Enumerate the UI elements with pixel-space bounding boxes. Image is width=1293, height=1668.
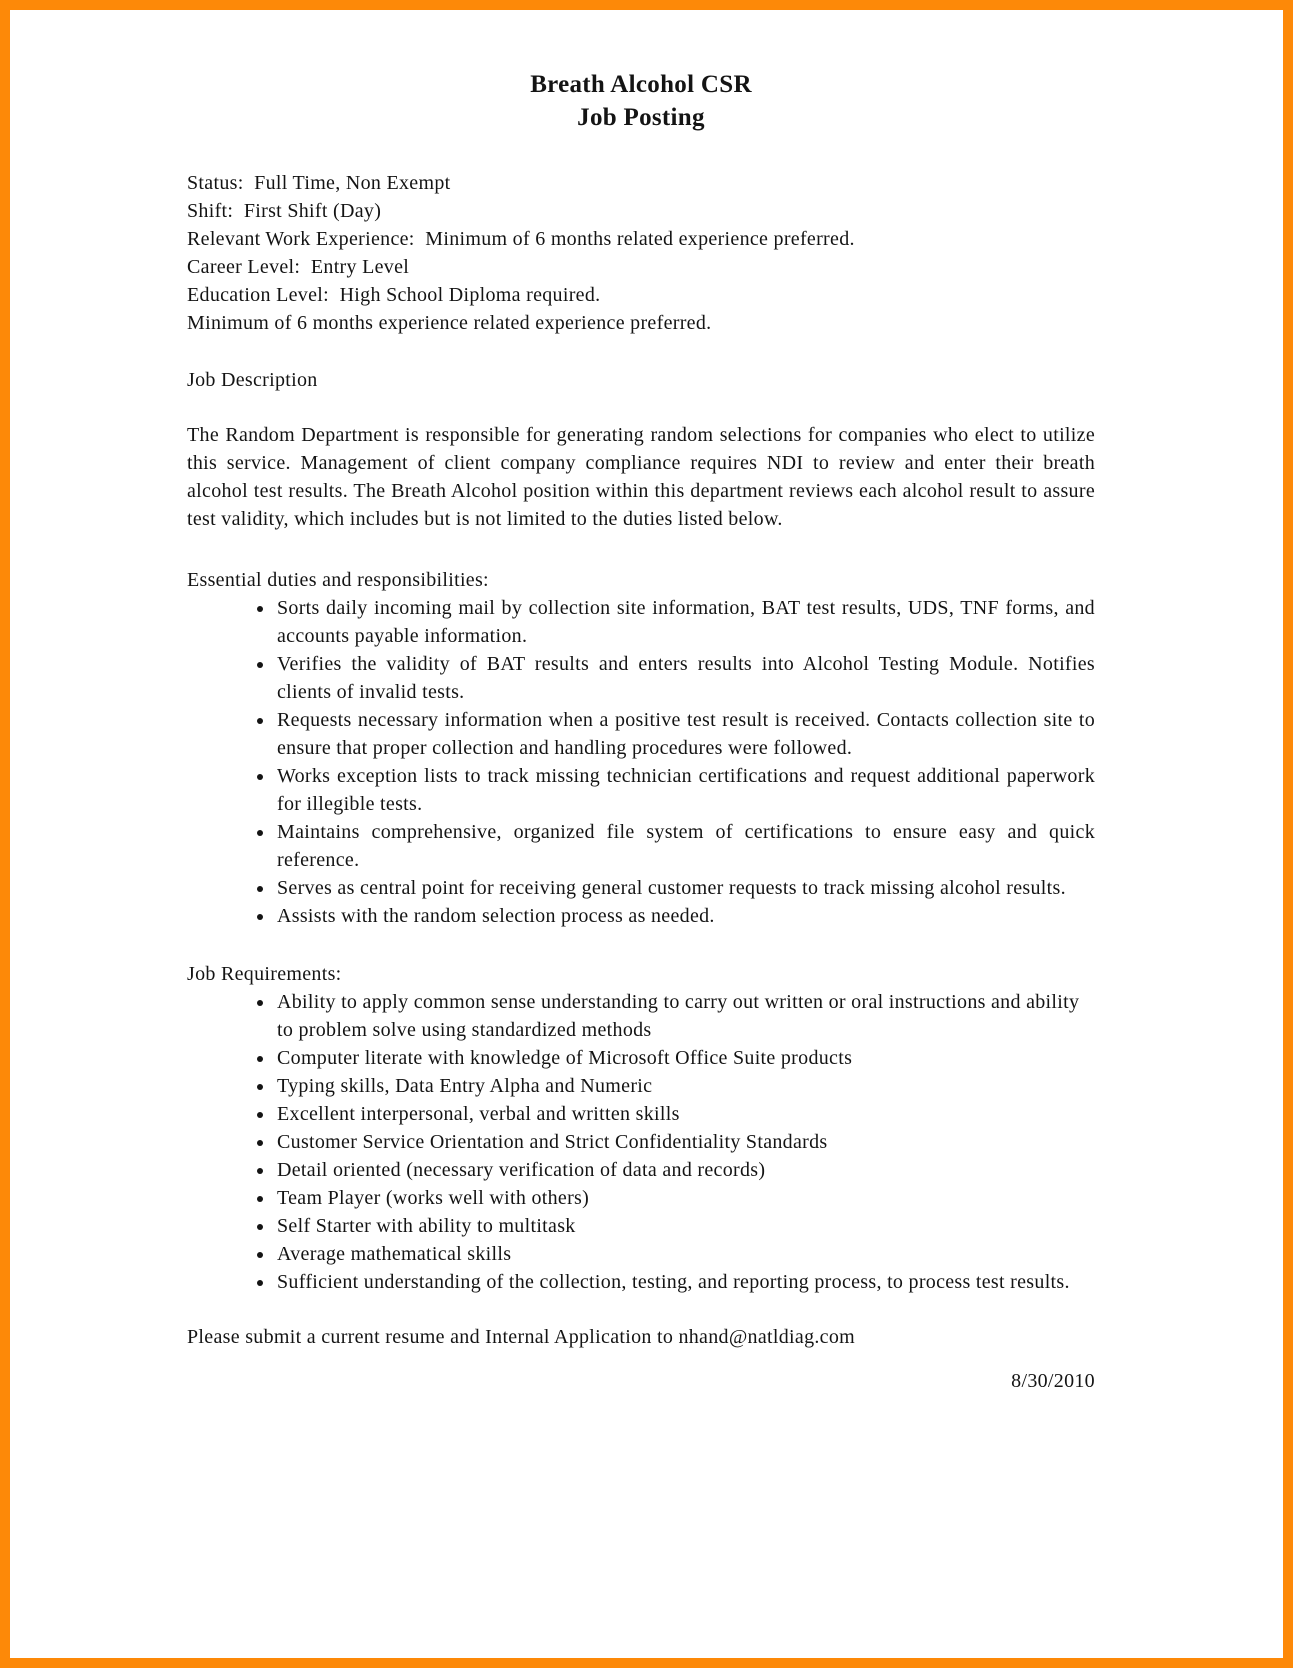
requirement-item-interpersonal-skills: • Excellent interpersonal, verbal and written skills: [275, 1100, 1095, 1128]
footer-date: 8/30/2010: [1011, 1370, 1095, 1392]
requirement-item-detail-oriented: • Detail oriented (necessary verification of data and records): [275, 1156, 1095, 1184]
job-description-paragraph: The Random Department is responsible for generating random selections for companies who elect to utilize this service. Management of client company compliance requires NDI to review and enter their breath alcohol test results. The Breath Alcohol position within this department reviews each alcohol result to assure test validity, which includes but is not limited to the duties listed below.: [187, 424, 1095, 530]
requirements-heading: Job Requirements:: [187, 963, 342, 985]
document-title-line2: Job Posting: [577, 104, 705, 131]
duty-item-verifies-bat: • Verifies the validity of BAT results and enters results into Alcohol Testing Module. Notifies clients of invalid tests.: [275, 650, 1095, 706]
duty-item-sorts-mail: • Sorts daily incoming mail by collection site information, BAT test results, UDS, TNF forms, and accounts payable information.: [275, 594, 1095, 650]
requirement-item-team-player: • Team Player (works well with others): [275, 1184, 1095, 1212]
job-description-section: [187, 366, 1095, 533]
duties-section: [187, 566, 1095, 930]
meta-line-career-level: Career Level: Entry Level: [187, 256, 410, 278]
requirement-item-typing-skills: • Typing skills, Data Entry Alpha and Numeric: [275, 1072, 1095, 1100]
document-title: [187, 68, 1095, 134]
document-title-line1: Breath Alcohol CSR: [530, 71, 752, 98]
duty-item-maintains-file-system: • Maintains comprehensive, organized file system of certifications to ensure easy and quick reference.: [275, 818, 1095, 874]
closing-line: Please submit a current resume and Internal Application to nhand@natldiag.com: [187, 1326, 856, 1348]
job-description-heading: Job Description: [187, 369, 318, 391]
duties-list: [187, 594, 1095, 930]
job-meta-block: [187, 169, 1095, 337]
duty-item-serves-central-point: • Serves as central point for receiving general customer requests to track missing alcohol results.: [275, 874, 1095, 902]
requirement-item-process-understanding: • Sufficient understanding of the collection, testing, and reporting process, to process test results.: [275, 1268, 1095, 1296]
requirement-item-common-sense: • Ability to apply common sense understanding to carry out written or oral instructions and ability to problem solve using standardized methods: [275, 988, 1095, 1044]
job-posting-document: [10, 10, 1283, 1658]
requirement-item-customer-service: • Customer Service Orientation and Strict Confidentiality Standards: [275, 1128, 1095, 1156]
requirement-item-computer-literate: • Computer literate with knowledge of Microsoft Office Suite products: [275, 1044, 1095, 1072]
duties-heading: Essential duties and responsibilities:: [187, 569, 489, 591]
meta-line-relevant-experience: Relevant Work Experience: Minimum of 6 months related experience preferred.: [187, 228, 855, 250]
meta-line-status: Status: Full Time, Non Exempt: [187, 172, 451, 194]
requirements-section: [187, 960, 1095, 1296]
duty-item-requests-information: • Requests necessary information when a positive test result is received. Contacts collection site to ensure that proper collection and handling procedures were followed.: [275, 706, 1095, 762]
requirement-item-self-starter: • Self Starter with ability to multitask: [275, 1212, 1095, 1240]
duty-item-assists-random-selection: • Assists with the random selection process as needed.: [275, 902, 1095, 930]
duty-item-works-exception-lists: • Works exception lists to track missing technician certifications and request additional paperwork for illegible tests.: [275, 762, 1095, 818]
meta-line-shift: Shift: First Shift (Day): [187, 200, 382, 222]
meta-line-experience-note: Minimum of 6 months experience related experience preferred.: [187, 312, 712, 334]
meta-line-education-level: Education Level: High School Diploma required.: [187, 284, 601, 306]
requirements-list: [187, 988, 1095, 1296]
requirement-item-math-skills: • Average mathematical skills: [275, 1240, 1095, 1268]
